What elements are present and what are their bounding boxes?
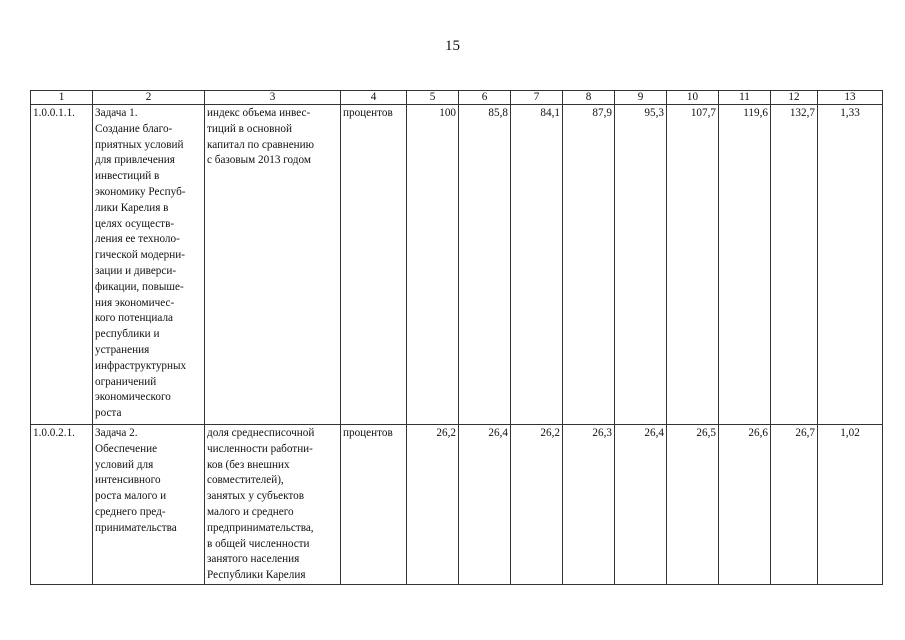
indicator-line: капитал по сравнению [207,138,314,151]
value-cell: 85,8 [459,105,511,425]
value-cell: 1,33 [818,105,883,425]
task-line: зации и диверси- [95,264,177,277]
row-code-cell: 1.0.0.2.1. [31,425,93,585]
task-line: инфраструктурных [95,359,187,372]
task-line: экономику Респуб- [95,185,186,198]
indicators-table [30,90,883,585]
page-number: 15 [445,38,460,54]
header-cell: 2 [93,91,205,105]
task-line: устранения [95,343,150,356]
task-line: экономического [95,391,171,404]
task-line: инвестиций в [95,170,160,183]
task-line: интенсивного [95,474,161,487]
task-line: целях осуществ- [95,217,175,230]
table-row [31,105,883,425]
task-cell [93,425,205,585]
indicator-line: индекс объема инвес- [207,107,311,119]
unit-cell: процентов [341,105,407,425]
value-cell: 26,7 [771,425,818,585]
task-line: условий для [95,458,154,471]
value-cell: 95,3 [615,105,667,425]
value-cell: 26,6 [719,425,771,585]
value-cell: 26,2 [511,425,563,585]
header-cell: 12 [771,91,818,105]
task-line: Обеспечение [95,442,158,455]
header-cell: 10 [667,91,719,105]
indicator-line: предпринимательства, [207,521,314,534]
indicator-line: Республики Карелия [207,569,306,582]
indicator-line: доля среднесписочной [207,427,315,439]
task-line: роста [95,407,122,420]
indicator-line: занятых у субъектов [207,490,305,503]
task-line: ления ее техноло- [95,233,180,246]
task-line: Создание благо- [95,122,173,135]
value-cell: 26,3 [563,425,615,585]
indicator-line: с базовым 2013 годом [207,154,311,167]
task-line: гической модерни- [95,249,185,262]
task-line: фикации, повыше- [95,280,184,293]
header-cell: 11 [719,91,771,105]
task-line: роста малого и [95,490,167,503]
task-line: лики Карелия в [95,201,169,214]
value-cell: 26,2 [407,425,459,585]
task-line: принимательства [95,521,177,534]
indicator-cell [205,425,341,585]
task-line: Задача 2. [95,427,138,439]
value-cell: 100 [407,105,459,425]
value-cell: 26,5 [667,425,719,585]
indicator-line: ков (без внешних [207,458,290,471]
header-cell: 7 [511,91,563,105]
value-cell: 107,7 [667,105,719,425]
header-cell: 13 [818,91,883,105]
table-header-row [31,91,883,105]
indicator-line: малого и среднего [207,505,294,518]
task-line: кого потенциала [95,312,174,325]
indicator-line: численности работни- [207,442,313,455]
indicator-line: занятого населения [207,553,300,566]
header-cell: 6 [459,91,511,105]
task-line: ограничений [95,375,157,388]
value-cell: 119,6 [719,105,771,425]
value-cell: 87,9 [563,105,615,425]
unit-cell: процентов [341,425,407,585]
header-cell: 9 [615,91,667,105]
indicator-cell [205,105,341,425]
header-cell: 4 [341,91,407,105]
value-cell: 132,7 [771,105,818,425]
task-line: республики и [95,328,160,341]
value-cell: 26,4 [615,425,667,585]
task-line: ния экономичес- [95,296,175,309]
task-line: среднего пред- [95,505,166,518]
header-cell: 5 [407,91,459,105]
value-cell: 1,02 [818,425,883,585]
header-cell: 1 [31,91,93,105]
task-line: для привлечения [95,154,175,167]
value-cell: 84,1 [511,105,563,425]
header-cell: 3 [205,91,341,105]
value-cell: 26,4 [459,425,511,585]
indicator-line: совместителей), [207,474,284,487]
indicator-line: в общей численности [207,537,310,550]
header-cell: 8 [563,91,615,105]
indicator-line: тиций в основной [207,122,292,135]
task-cell [93,105,205,425]
task-line: приятных условий [95,138,184,151]
row-code-cell: 1.0.0.1.1. [31,105,93,425]
table-row [31,425,883,585]
task-line: Задача 1. [95,107,138,119]
